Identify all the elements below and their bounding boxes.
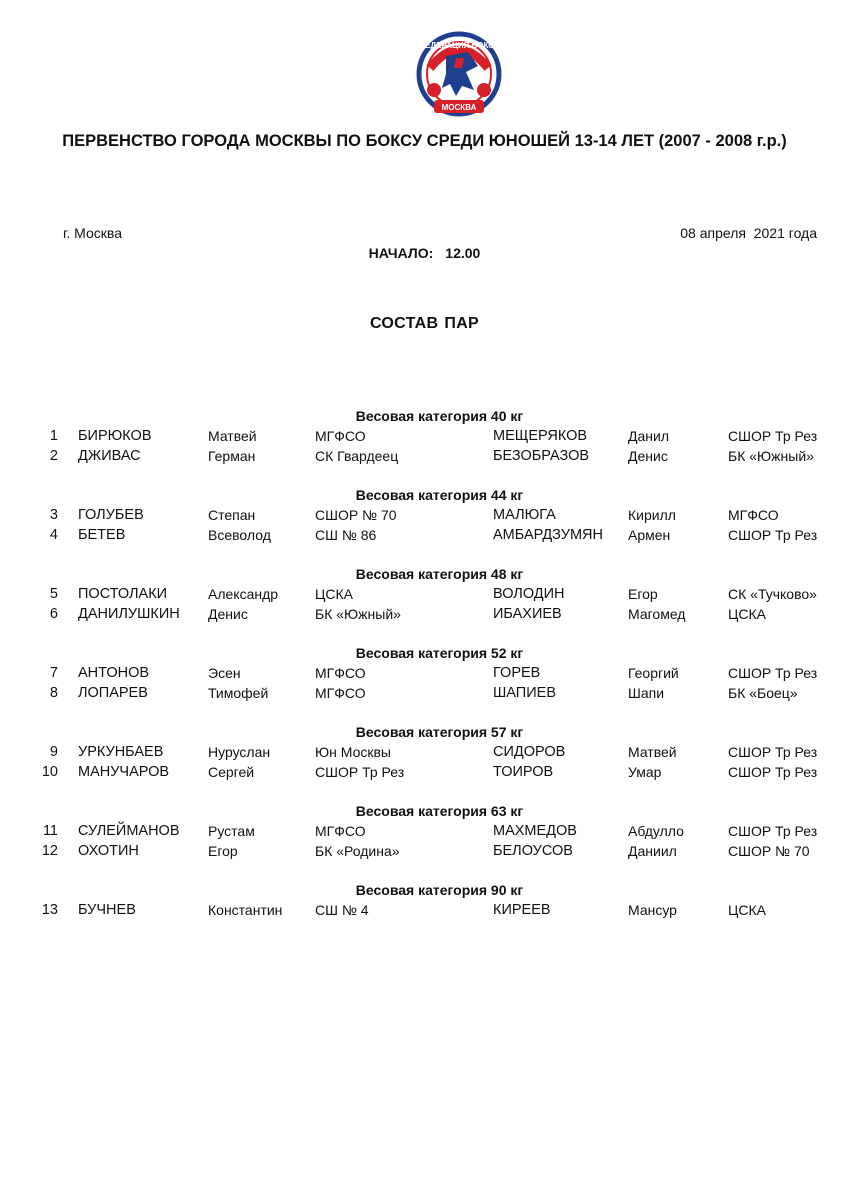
boxer1-club: СШОР № 70 <box>315 507 397 523</box>
bout-row <box>0 901 849 921</box>
bout-row <box>0 427 849 447</box>
bout-row <box>0 585 849 605</box>
boxer2-surname: АМБАРДЗУМЯН <box>493 527 603 543</box>
bout-row <box>0 743 849 763</box>
boxer1-club: МГФСО <box>315 665 366 681</box>
event-date: 08 апреля 2021 года <box>680 225 817 241</box>
boxer2-club: СШОР Тр Рез <box>728 823 818 839</box>
boxer2-club: СШОР Тр Рез <box>728 665 818 681</box>
boxer1-surname: УРКУНБАЕВ <box>78 744 164 760</box>
boxer2-club: СШОР Тр Рез <box>728 527 818 543</box>
boxer2-name: Денис <box>628 448 668 464</box>
boxer1-name: Денис <box>208 606 248 622</box>
boxer1-surname: БУЧНЕВ <box>78 902 136 918</box>
boxer1-name: Матвей <box>208 428 257 444</box>
bout-number: 8 <box>49 685 58 701</box>
weight-category <box>0 407 849 486</box>
boxer1-club: МГФСО <box>315 823 366 839</box>
boxer1-name: Всеволод <box>208 527 271 543</box>
bout-number: 11 <box>42 823 58 839</box>
logo-text-top: ФЕДЕРАЦИЯ БОКСА <box>418 41 500 50</box>
bout-number: 7 <box>49 665 58 681</box>
weight-category <box>0 881 849 960</box>
boxer2-surname: БЕЗОБРАЗОВ <box>493 448 590 464</box>
boxer1-name: Герман <box>208 448 256 464</box>
federation-logo <box>408 28 510 120</box>
boxer2-surname: ШАПИЕВ <box>493 685 556 701</box>
bout-number: 13 <box>41 902 58 918</box>
category-title: Весовая категория 52 кг <box>355 645 524 661</box>
boxer1-surname: МАНУЧАРОВ <box>78 764 170 780</box>
boxer1-club: СШОР Тр Рез <box>315 764 405 780</box>
bout-number: 5 <box>49 586 58 602</box>
boxer1-club: БК «Родина» <box>315 843 400 859</box>
bout-number: 3 <box>49 507 58 523</box>
boxer1-club: СШ № 4 <box>315 902 369 918</box>
boxer1-name: Александр <box>208 586 279 602</box>
boxer1-name: Нуруслан <box>208 744 271 760</box>
boxer2-club: ЦСКА <box>728 606 766 622</box>
boxer2-surname: ВОЛОДИН <box>493 586 565 602</box>
boxer2-name: Магомед <box>628 606 686 622</box>
boxer2-name: Армен <box>628 527 671 543</box>
start-value: 12.00 <box>445 245 481 261</box>
bout-number: 2 <box>49 448 58 464</box>
section-title <box>0 315 849 333</box>
boxer1-club: СШ № 86 <box>315 527 377 543</box>
boxer1-club: ЦСКА <box>315 586 353 602</box>
boxer1-club: МГФСО <box>315 428 366 444</box>
bout-row <box>0 605 849 625</box>
boxer2-name: Егор <box>628 586 658 602</box>
logo-text-bottom: МОСКВА <box>441 103 477 112</box>
boxer2-name: Абдулло <box>628 823 684 839</box>
category-title: Весовая категория 44 кг <box>355 487 524 503</box>
boxer1-name: Эсен <box>208 665 241 681</box>
boxer1-surname: ДАНИЛУШКИН <box>78 606 180 622</box>
bout-row <box>0 506 849 526</box>
boxer2-club: БК «Южный» <box>728 448 814 464</box>
bout-row <box>0 664 849 684</box>
boxer1-surname: ОХОТИН <box>78 843 139 859</box>
boxer2-name: Шапи <box>628 685 665 701</box>
bout-number: 1 <box>49 428 58 444</box>
boxer2-surname: СИДОРОВ <box>493 744 566 760</box>
boxer2-surname: ИБАХИЕВ <box>493 606 562 622</box>
boxer2-club: ЦСКА <box>728 902 766 918</box>
boxer2-name: Георгий <box>628 665 679 681</box>
start-time <box>0 245 849 261</box>
boxer1-surname: БИРЮКОВ <box>78 428 152 444</box>
boxer1-surname: ЛОПАРЕВ <box>78 685 148 701</box>
boxer2-surname: МЕЩЕРЯКОВ <box>493 428 588 444</box>
bout-number: 6 <box>49 606 58 622</box>
boxer1-club: МГФСО <box>315 685 366 701</box>
start-label: НАЧАЛО: <box>368 245 434 261</box>
boxer1-name: Тимофей <box>208 685 269 701</box>
boxer1-surname: ДЖИВАС <box>78 448 141 464</box>
boxer2-club: МГФСО <box>728 507 779 523</box>
category-title: Весовая категория 57 кг <box>355 724 524 740</box>
boxer2-surname: МАХМЕДОВ <box>493 823 577 839</box>
bout-number: 12 <box>41 843 58 859</box>
pairs-list <box>0 407 849 960</box>
boxer1-surname: ПОСТОЛАКИ <box>78 586 168 602</box>
boxer2-club: БК «Боец» <box>728 685 798 701</box>
bout-number: 9 <box>49 744 58 760</box>
boxer2-surname: ТОИРОВ <box>493 764 554 780</box>
boxer2-name: Матвей <box>628 744 677 760</box>
boxer2-club: СШОР Тр Рез <box>728 744 818 760</box>
category-title: Весовая категория 48 кг <box>355 566 524 582</box>
weight-category <box>0 802 849 881</box>
boxer1-name: Константин <box>208 902 283 918</box>
section-title-word-2: ПАР <box>444 315 480 332</box>
boxer2-name: Даниил <box>628 843 677 859</box>
city: г. Москва <box>63 225 122 241</box>
weight-category <box>0 644 849 723</box>
boxer1-club: Юн Москвы <box>315 744 391 760</box>
boxer1-club: СК Гвардеец <box>315 448 399 464</box>
weight-category <box>0 723 849 802</box>
boxer1-name: Рустам <box>208 823 255 839</box>
boxer1-surname: БЕТЕВ <box>78 527 126 543</box>
boxer2-surname: МАЛЮГА <box>493 507 556 523</box>
bout-number: 4 <box>49 527 58 543</box>
boxer2-name: Мансур <box>628 902 677 918</box>
boxer2-club: СШОР № 70 <box>728 843 810 859</box>
category-title: Весовая категория 90 кг <box>355 882 524 898</box>
boxer2-club: СШОР Тр Рез <box>728 764 818 780</box>
boxer1-club: БК «Южный» <box>315 606 401 622</box>
category-title: Весовая категория 40 кг <box>355 408 524 424</box>
boxer2-surname: ГОРЕВ <box>493 665 541 681</box>
boxer1-name: Сергей <box>208 764 255 780</box>
boxer2-name: Данил <box>628 428 669 444</box>
boxer1-surname: СУЛЕЙМАНОВ <box>78 823 180 839</box>
boxer1-name: Егор <box>208 843 238 859</box>
bout-number: 10 <box>41 764 58 780</box>
bout-row <box>0 447 849 467</box>
weight-category <box>0 486 849 565</box>
bout-row <box>0 526 849 546</box>
section-title-word-1: СОСТАВ <box>369 315 439 332</box>
boxer2-club: СК «Тучково» <box>728 586 817 602</box>
boxer2-club: СШОР Тр Рез <box>728 428 818 444</box>
boxer1-surname: ГОЛУБЕВ <box>78 507 144 523</box>
document-title: ПЕРВЕНСТВО ГОРОДА МОСКВЫ ПО БОКСУ СРЕДИ ЮНОШЕЙ 13-14 ЛЕТ (2007 - 2008 г.р.) <box>62 132 787 150</box>
bout-row <box>0 684 849 704</box>
boxer1-name: Степан <box>208 507 256 523</box>
boxer2-name: Кирилл <box>628 507 676 523</box>
boxer2-name: Умар <box>628 764 662 780</box>
boxer2-surname: БЕЛОУСОВ <box>493 843 573 859</box>
bout-row <box>0 842 849 862</box>
bout-row <box>0 822 849 842</box>
bout-row <box>0 763 849 783</box>
category-title: Весовая категория 63 кг <box>355 803 524 819</box>
boxer1-surname: АНТОНОВ <box>78 665 150 681</box>
weight-category <box>0 565 849 644</box>
boxer2-surname: КИРЕЕВ <box>493 902 551 918</box>
